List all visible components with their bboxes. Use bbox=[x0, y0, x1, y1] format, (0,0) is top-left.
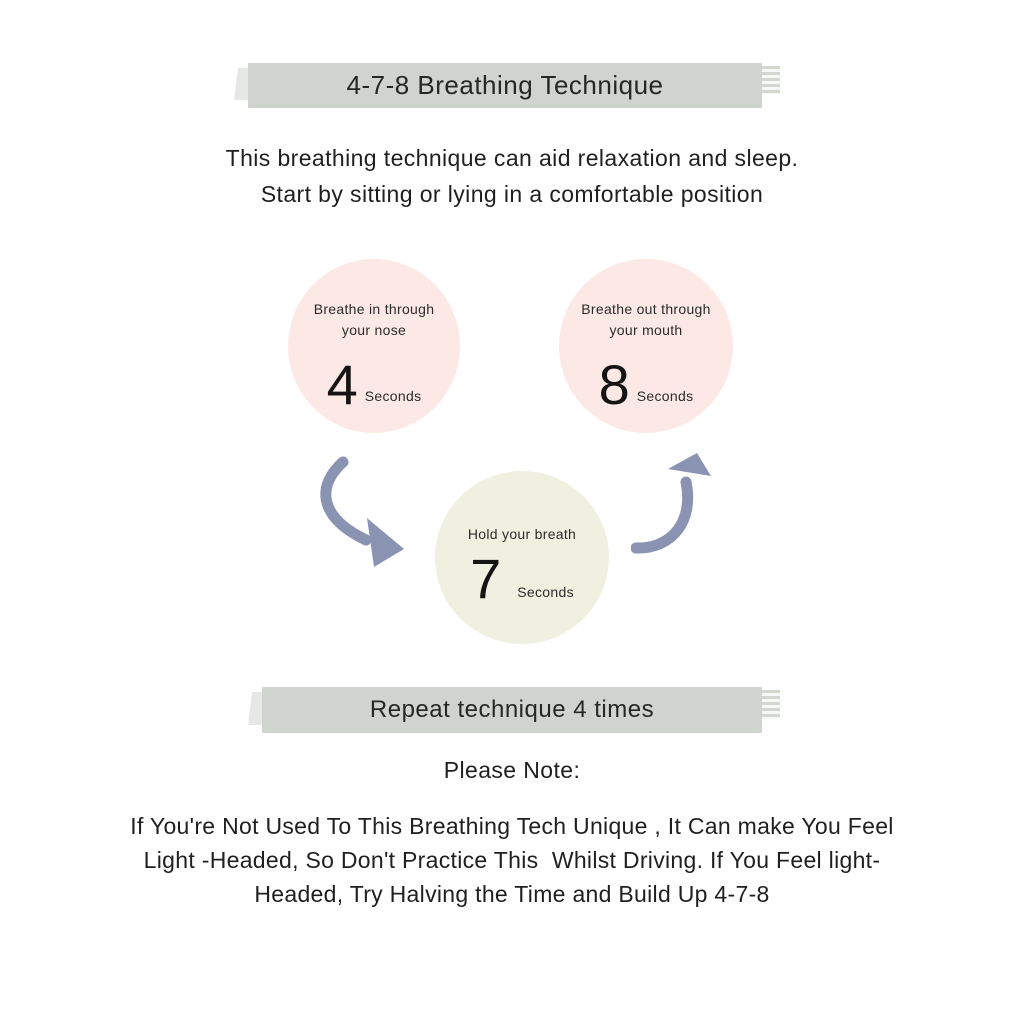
step-circle-hold bbox=[435, 471, 609, 644]
step-label: Breathe out through your mouth bbox=[581, 301, 711, 338]
title-banner bbox=[248, 63, 762, 108]
intro-line-2: Start by sitting or lying in a comfortable position bbox=[260, 181, 764, 207]
step-label: Breathe in through your nose bbox=[313, 301, 435, 338]
step-circle-breathe-in bbox=[288, 259, 460, 433]
note-line-2: Light -Headed, So Don't Practice This Whilst Driving. If You Feel light- bbox=[143, 847, 881, 873]
step-duration-value: 4 bbox=[326, 353, 358, 416]
step-duration-value: 8 bbox=[598, 353, 630, 416]
note-paragraph bbox=[0, 809, 1024, 911]
page-title: 4-7-8 Breathing Technique bbox=[346, 70, 664, 100]
step-circle-breathe-out bbox=[559, 259, 733, 433]
note-heading: Please Note: bbox=[443, 757, 581, 783]
curved-arrow-left-icon bbox=[316, 456, 410, 570]
step-duration-unit: Seconds bbox=[636, 388, 694, 404]
note-line-3: Headed, Try Halving the Time and Build Up 4-7-8 bbox=[254, 881, 770, 907]
step-duration bbox=[470, 547, 574, 610]
curved-arrow-right-icon bbox=[631, 450, 715, 556]
repeat-banner-label: Repeat technique 4 times bbox=[369, 696, 655, 723]
repeat-banner bbox=[262, 687, 762, 733]
intro-line-1: This breathing technique can aid relaxation and sleep. bbox=[225, 145, 799, 171]
step-duration-unit: Seconds bbox=[517, 584, 574, 600]
step-duration-value: 7 bbox=[470, 547, 502, 610]
note-line-1: If You're Not Used To This Breathing Tech Unique , It Can make You Feel bbox=[130, 813, 894, 839]
step-duration bbox=[326, 353, 422, 416]
step-label: Hold your breath bbox=[467, 526, 577, 542]
intro-text bbox=[0, 140, 1024, 212]
step-duration bbox=[598, 353, 694, 416]
step-duration-unit: Seconds bbox=[364, 388, 422, 404]
